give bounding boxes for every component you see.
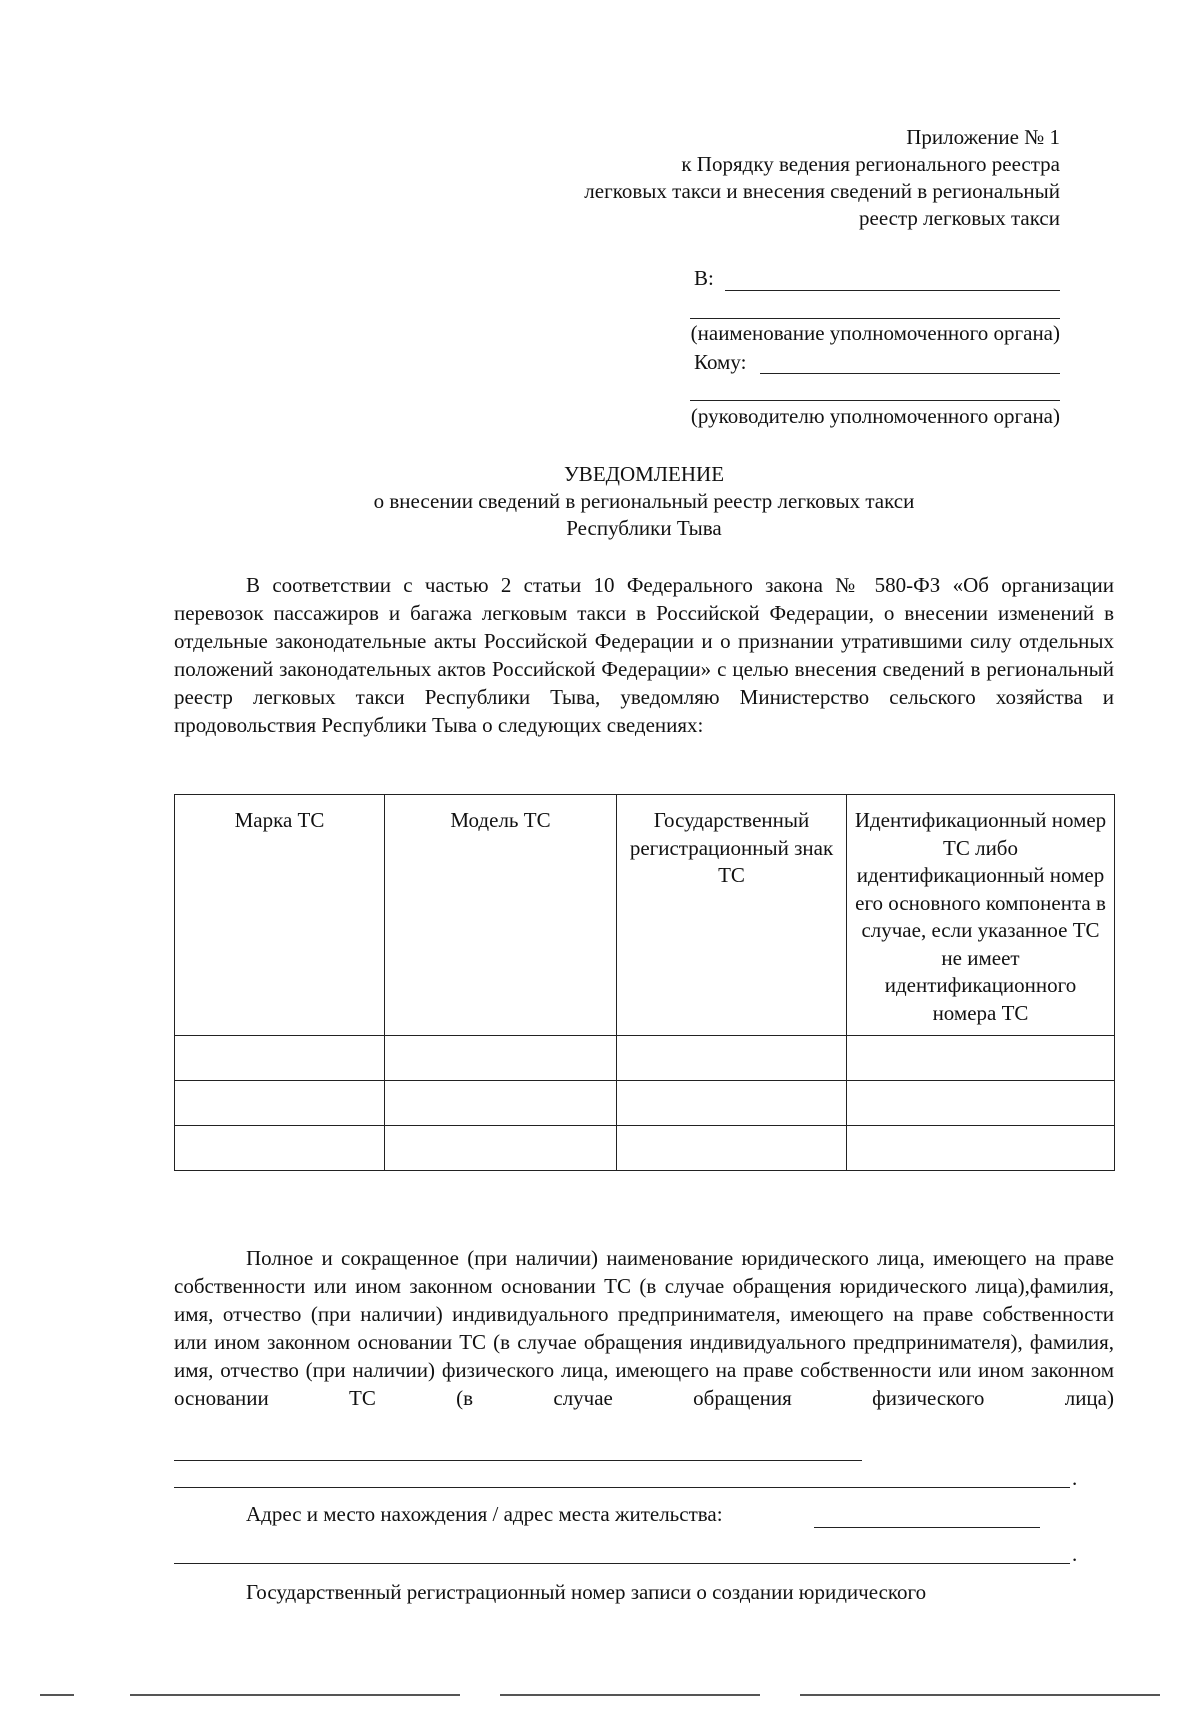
header-vin: Идентификационный номер ТС либо идентификационный номер его основного компонента в случае, если указанное ТС не имеет идентификационного номера ТС [847,795,1115,1036]
scan-mark [40,1694,74,1696]
title-sub-2: Республики Тыва [566,516,722,540]
table-header-row [175,795,1115,1036]
table-cell[interactable] [847,1036,1115,1081]
address-input-line[interactable] [814,1527,1040,1528]
whom-input-line[interactable] [760,373,1060,374]
table-cell[interactable] [385,1126,617,1171]
owner-paragraph: Полное и сокращенное (при наличии) наименование юридического лица, имеющего на праве собственности или ином законном основании ТС (в случае обращения юридического лица),фамилия, имя, отчество (при наличии) индивидуального предпринимателя, имеющего на праве собственности или ином законном основании ТС (в случае обращения индивидуального предпринимателя), фамилия, имя, отчество (при наличии) физического лица, имеющего на праве собственности или ином законном основании ТС (в случае обращения физического лица) [174,1246,1114,1410]
table-cell[interactable] [617,1036,847,1081]
to-field[interactable] [694,266,714,291]
header-plate: Государственный регистрационный знак ТС [617,795,847,1036]
registration-label: Государственный регистрационный номер записи о создании юридического [246,1580,927,1604]
dot-mark: . [1072,1466,1078,1490]
scan-mark [130,1694,460,1696]
owner-input-line-1[interactable] [174,1460,862,1461]
table-cell[interactable] [617,1126,847,1171]
scan-mark [800,1694,1160,1696]
appendix-header [520,124,1060,232]
vehicle-table [174,794,1115,1171]
scan-mark [500,1694,760,1696]
table-cell[interactable] [175,1036,385,1081]
whom-field[interactable] [694,350,746,375]
table-cell[interactable] [175,1126,385,1171]
appendix-title: Приложение № 1 [906,125,1060,149]
appendix-line-2: легковых такси и внесения сведений в региональный [584,179,1060,203]
to-input-line[interactable] [725,290,1060,291]
intro-paragraph: В соответствии с частью 2 статьи 10 Федерального закона № 580-ФЗ «Об организации перевозок пассажиров и багажа легковым такси в Российской Федерации, о внесении изменений в отдельные законодательные акты Российской Федерации и о признании утратившими силу отдельных положений законодательных актов Российской Федерации» с целью внесения сведений в региональный реестр легковых такси Республики Тыва, уведомляю Министерство сельского хозяйства и продовольствия Республики Тыва о следующих сведениях: [174,573,1114,737]
head-caption: (руководителю уполномоченного органа) [690,404,1060,428]
table-cell[interactable] [847,1081,1115,1126]
to-input-line-2[interactable] [690,318,1060,319]
document-title [174,461,1114,542]
title-main: УВЕДОМЛЕНИЕ [563,462,725,486]
table-cell[interactable] [385,1081,617,1126]
whom-label: Кому: [694,350,747,374]
address-label: Адрес и место нахождения / адрес места жительства: [246,1502,723,1526]
table-cell[interactable] [617,1081,847,1126]
header-brand: Марка ТС [175,795,385,1036]
to-label: В: [694,266,714,290]
dot-mark-2: . [1072,1542,1078,1566]
table-row [175,1036,1115,1081]
appendix-line-1: к Порядку ведения регионального реестра [681,152,1060,176]
address-input-line-2[interactable] [174,1563,1070,1564]
header-model: Модель ТС [385,795,617,1036]
title-sub-1: о внесении сведений в региональный реестр легковых такси [373,489,915,513]
table-cell[interactable] [847,1126,1115,1171]
table-row [175,1126,1115,1171]
appendix-line-3: реестр легковых такси [859,206,1060,230]
whom-input-line-2[interactable] [690,400,1060,401]
table-cell[interactable] [385,1036,617,1081]
owner-input-line-2[interactable] [174,1487,1070,1488]
org-caption: (наименование уполномоченного органа) [690,321,1060,345]
table-cell[interactable] [175,1081,385,1126]
table-row [175,1081,1115,1126]
